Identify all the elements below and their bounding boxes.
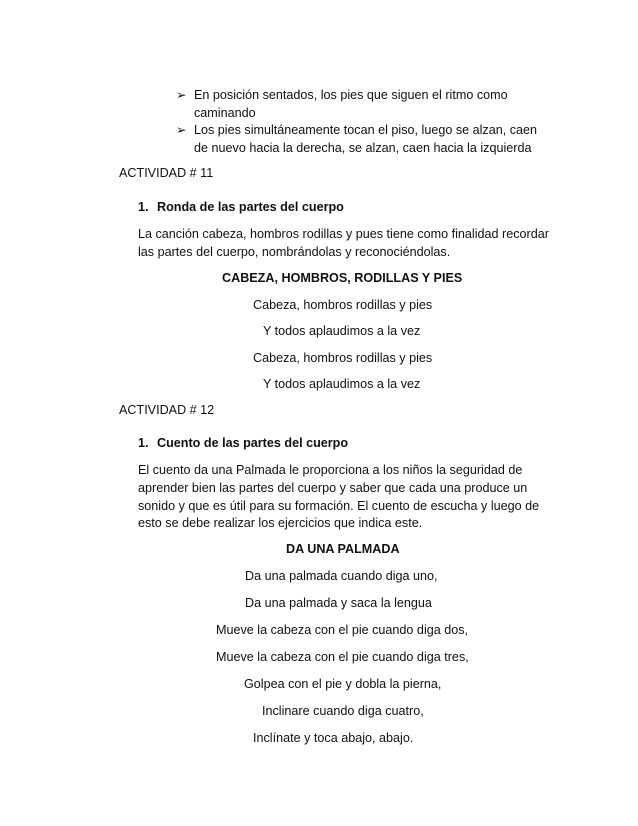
bullet-1-line-1: En posición sentados, los pies que siguen el ritmo como	[194, 88, 508, 102]
item-number: 1.	[138, 436, 149, 450]
bullet-1-line-2: caminando	[194, 106, 256, 120]
activity-12-para-line-1: El cuento da una Palmada le proporciona a los niños la seguridad de	[138, 463, 523, 477]
story-line-4: Mueve la cabeza con el pie cuando diga tres,	[216, 650, 469, 664]
story-line-1: Da una palmada cuando diga uno,	[245, 569, 438, 583]
activity-12-para-line-4: esto se debe realizar los ejercicios que indica este.	[138, 516, 423, 530]
bullet-arrow-icon	[176, 122, 187, 139]
activity-12-para-line-2: aprender bien las partes del cuerpo y saber que cada una produce un	[138, 481, 528, 495]
story-title: DA UNA PALMADA	[286, 542, 400, 556]
song-title: CABEZA, HOMBROS, RODILLAS Y PIES	[222, 271, 463, 285]
activity-12-heading: ACTIVIDAD # 12	[119, 403, 215, 417]
item-title: Cuento de las partes del cuerpo	[157, 436, 349, 450]
story-line-7: Inclínate y toca abajo, abajo.	[253, 731, 414, 745]
activity-11-para-line-2: las partes del cuerpo, nombrándolas y reconociéndolas.	[138, 245, 451, 259]
activity-11-heading: ACTIVIDAD # 11	[119, 166, 214, 180]
bullet-2-line-2: de nuevo hacia la derecha, se alzan, caen hacia la izquierda	[194, 141, 532, 155]
story-line-2: Da una palmada y saca la lengua	[245, 596, 432, 610]
item-title: Ronda de las partes del cuerpo	[157, 200, 344, 214]
bullet-2-line-1: Los pies simultáneamente tocan el piso, luego se alzan, caen	[194, 123, 538, 137]
song-line-2: Y todos aplaudimos a la vez	[263, 324, 421, 338]
song-line-1: Cabeza, hombros rodillas y pies	[253, 298, 433, 312]
story-line-3: Mueve la cabeza con el pie cuando diga dos,	[216, 623, 469, 637]
story-line-5: Golpea con el pie y dobla la pierna,	[244, 677, 442, 691]
activity-12-item	[138, 435, 348, 452]
arrow-icon: ➢	[176, 88, 187, 102]
arrow-icon: ➢	[176, 123, 187, 137]
activity-11-item	[138, 199, 344, 216]
item-number: 1.	[138, 200, 149, 214]
activity-11-para-line-1: La canción cabeza, hombros rodillas y pues tiene como finalidad recordar	[138, 227, 549, 241]
song-line-3: Cabeza, hombros rodillas y pies	[253, 351, 433, 365]
song-line-4: Y todos aplaudimos a la vez	[263, 377, 421, 391]
story-line-6: Inclinare cuando diga cuatro,	[262, 704, 424, 718]
activity-12-para-line-3: sonido y que es útil para su formación. El cuento de escucha y luego de	[138, 499, 540, 513]
bullet-arrow-icon	[176, 87, 187, 104]
